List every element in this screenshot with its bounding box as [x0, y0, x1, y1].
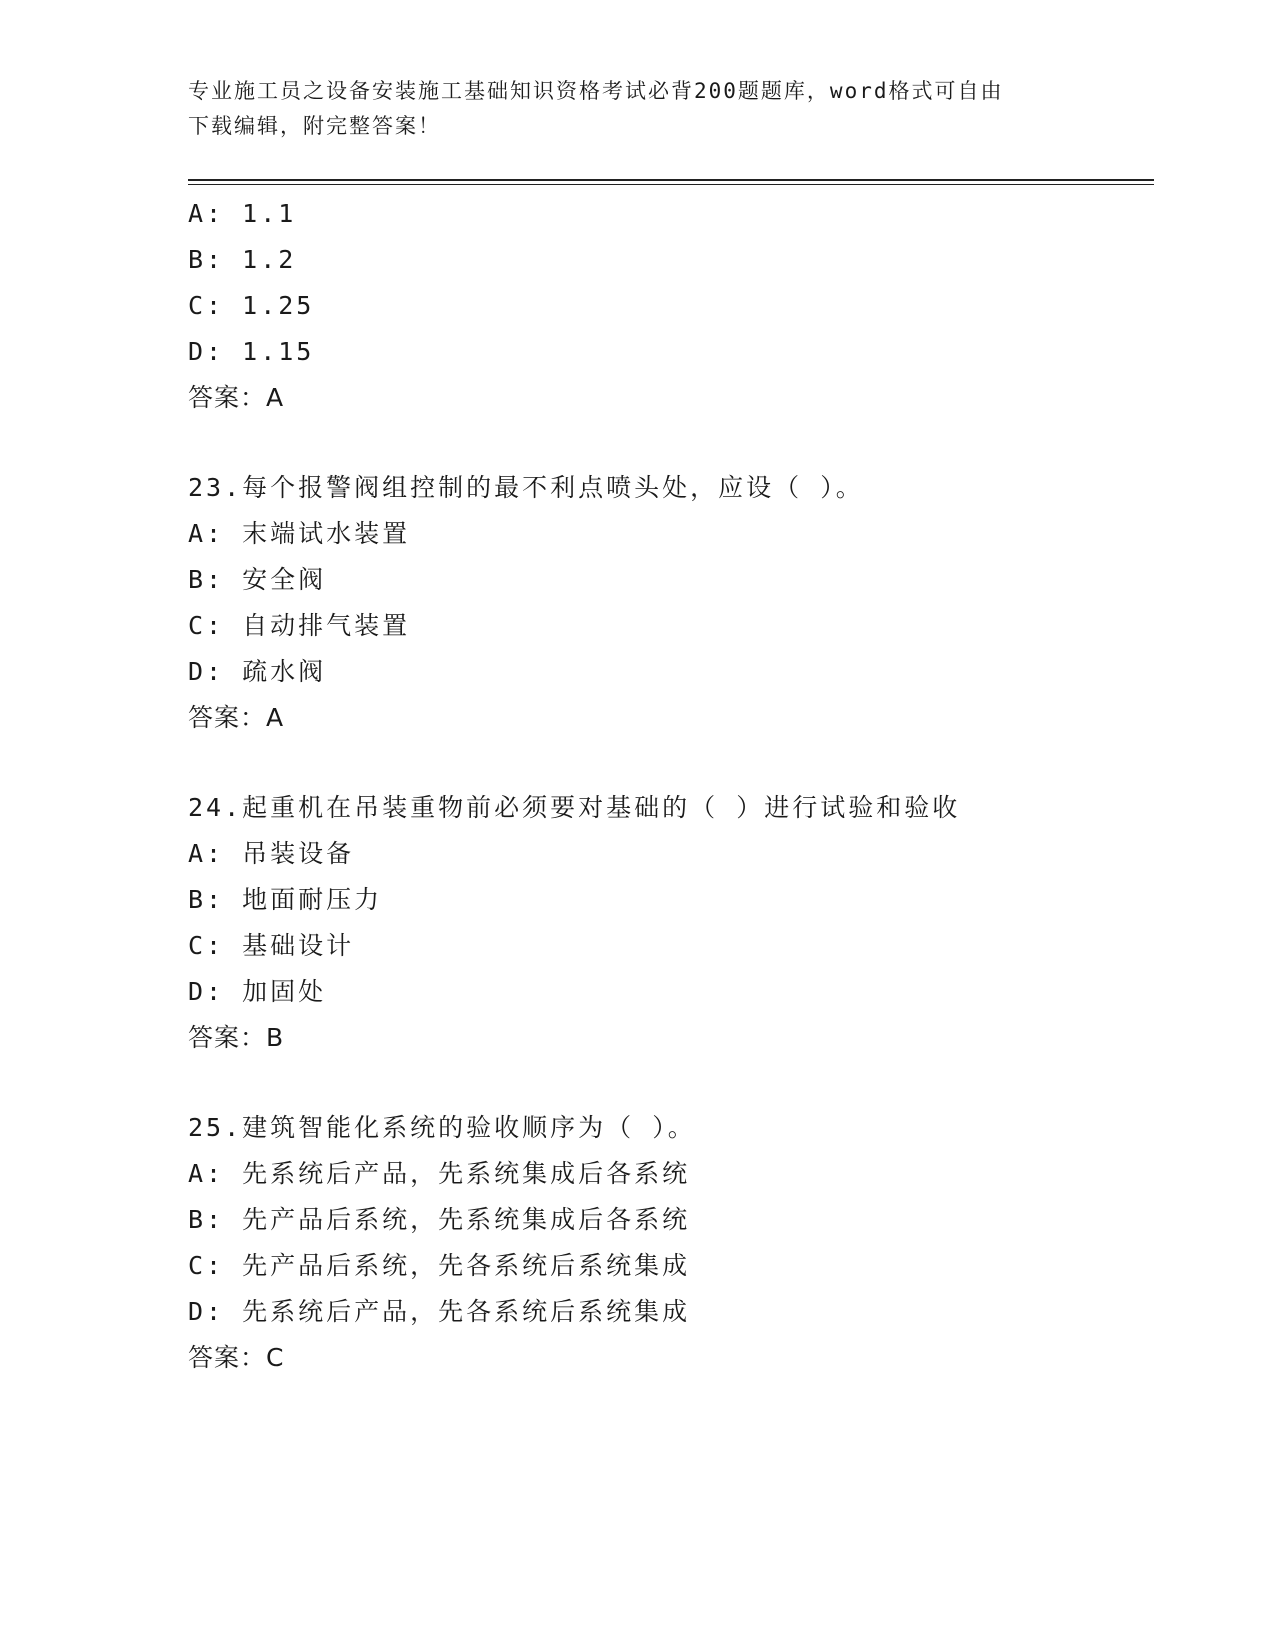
option-a: A: 末端试水装置 [188, 519, 411, 548]
option-a: A: 1.1 [188, 199, 297, 228]
option-d: D: 先系统后产品，先各系统后系统集成 [188, 1297, 691, 1326]
question-22-partial [188, 191, 1148, 421]
answer: 答案：B [188, 1023, 285, 1052]
option-d: D: 疏水阀 [188, 657, 327, 686]
option-b: B: 先产品后系统，先系统集成后各系统 [188, 1205, 691, 1234]
answer: 答案：A [188, 703, 285, 732]
header-title-line-2: 下载编辑，附完整答案！ [188, 114, 441, 138]
option-a: A: 吊装设备 [188, 839, 355, 868]
page-header [188, 74, 1068, 144]
header-divider-thick [188, 179, 1154, 181]
question-24 [188, 785, 1148, 1061]
question-23 [188, 465, 1148, 741]
header-title-line-1: 专业施工员之设备安装施工基础知识资格考试必背200题题库，word格式可自由 [188, 79, 1004, 103]
question-text: 24.起重机在吊装重物前必须要对基础的（ ）进行试验和验收 [188, 793, 961, 822]
option-d: D: 加固处 [188, 977, 327, 1006]
option-b: B: 地面耐压力 [188, 885, 383, 914]
question-list [188, 191, 1148, 1381]
answer: 答案：C [188, 1343, 285, 1372]
option-c: C: 先产品后系统，先各系统后系统集成 [188, 1251, 691, 1280]
answer: 答案：A [188, 383, 285, 412]
option-c: C: 1.25 [188, 291, 315, 320]
header-divider-thin [188, 184, 1154, 185]
option-c: C: 自动排气装置 [188, 611, 411, 640]
question-25 [188, 1105, 1148, 1381]
option-a: A: 先系统后产品，先系统集成后各系统 [188, 1159, 691, 1188]
option-b: B: 1.2 [188, 245, 297, 274]
question-text: 23.每个报警阀组控制的最不利点喷头处，应设（ ）。 [188, 473, 864, 502]
question-text: 25.建筑智能化系统的验收顺序为（ ）。 [188, 1113, 696, 1142]
option-c: C: 基础设计 [188, 931, 355, 960]
option-b: B: 安全阀 [188, 565, 327, 594]
option-d: D: 1.15 [188, 337, 315, 366]
